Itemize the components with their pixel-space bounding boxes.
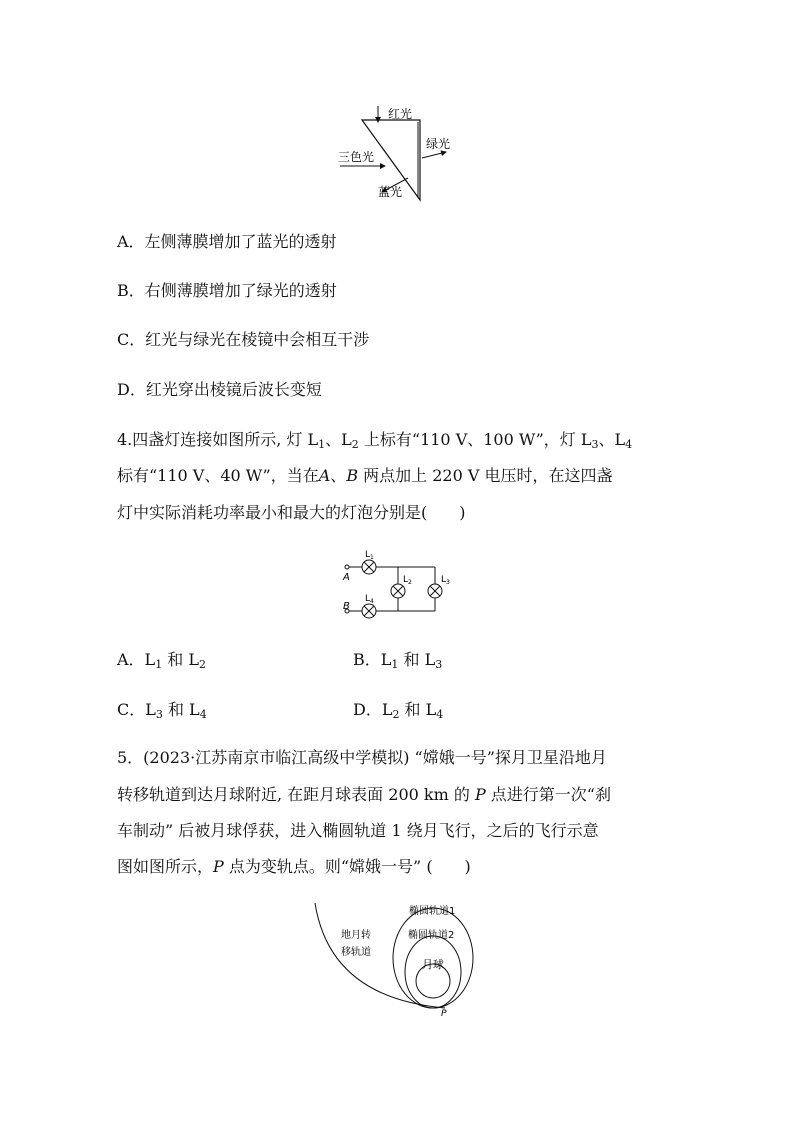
orbit-figure [305,898,495,1023]
lamp-l4-label: $L_4$ [365,594,374,605]
green-light-arrow [422,152,446,158]
q5-stem-line2: 转移轨道到达月球附近, 在距月球表面 200 km 的 P 点进行第一次“刹 [117,785,611,804]
red-light-label: 红光 [388,107,413,121]
q4-option-c: C．$L_3$ 和 $L_4$ [117,700,207,721]
tri-light-label: 三色光 [338,150,375,164]
blue-light-label: 蓝光 [378,185,403,199]
elliptical-orbit-2 [405,936,461,1008]
terminal-a-label: A [343,572,350,583]
q3-option-c: C．红光与绿光在棱镜中会相互干涉 [117,330,370,349]
q5-stem-line4: 图如图所示，P 点为变轨点。则“嫦娥一号” ( ) [117,857,471,876]
q4-option-d: D．$L_2$ 和 $L_4$ [353,700,444,721]
moon-label: 月球 [422,958,444,971]
q5-stem-line1: 5．(2023·江苏南京市临江高级中学模拟) “嫦娥一号”探月卫星沿地月 [117,748,607,767]
lamp-l2-label: $L_2$ [403,575,412,586]
orbit1-label: 椭圆轨道1 [409,906,456,917]
lamp-l1-label: $L_1$ [365,550,374,561]
lamp-l4 [362,604,376,618]
lamp-l1 [362,560,376,574]
circuit-diagram [335,545,465,625]
orbit2-label: 椭圆轨道2 [408,930,455,941]
terminal-b-label: B [343,601,350,612]
q4-option-b: B．$L_1$ 和 $L_3$ [353,650,443,671]
q4-stem-line3: 灯中实际消耗功率最小和最大的灯泡分别是( ) [117,503,466,522]
q4-option-a: A．$L_1$ 和 $L_2$ [117,650,206,671]
prism-figure [330,100,460,205]
q3-option-d: D．红光穿出棱镜后波长变短 [117,380,322,399]
transfer-orbit-label-2: 移轨道 [341,947,371,958]
point-p-label: P [441,1009,447,1019]
lamp-l2 [391,584,405,598]
lamp-l3-label: $L_3$ [441,575,450,586]
lamp-l3 [428,584,442,598]
green-light-label: 绿光 [426,137,451,151]
q4-stem-line1: 4.四盏灯连接如图所示, 灯 $L_1$、$L_2$ 上标有“110 V、100 W”，灯 $L_3$、$L_4$ [117,430,633,451]
q4-stem-line2: 标有“110 V、40 W”，当在A、B 两点加上 220 V 电压时，在这四盏 [117,466,613,485]
q5-stem-line3: 车制动” 后被月球俘获，进入椭圆轨道 1 绕月飞行，之后的飞行示意 [117,821,599,840]
transfer-orbit-label-1: 地月转 [341,930,371,941]
q3-option-b: B．右侧薄膜增加了绿光的透射 [117,281,337,300]
q3-option-a: A．左侧薄膜增加了蓝光的透射 [117,232,337,251]
transfer-orbit [315,903,445,1008]
